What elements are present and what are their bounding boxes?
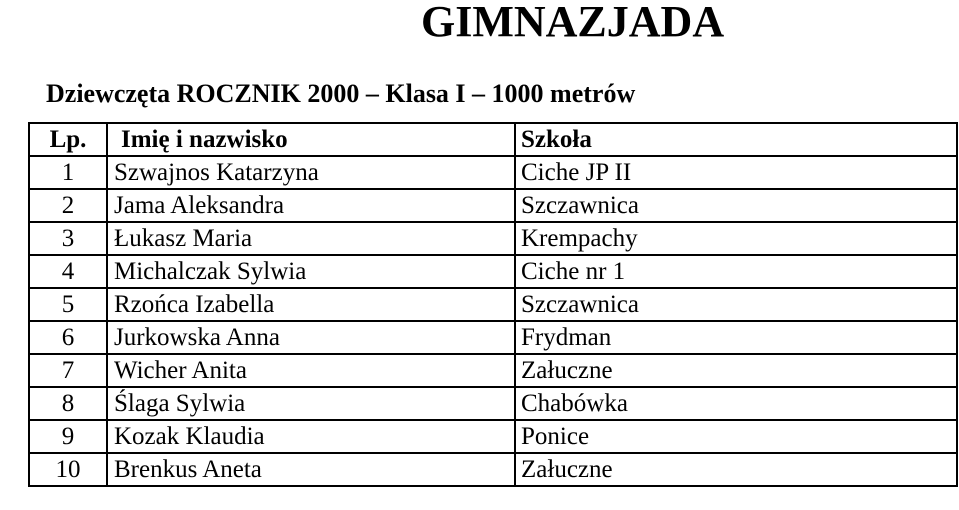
cell-school: Ciche JP II [515,156,957,189]
cell-school: Krempachy [515,222,957,255]
cell-lp: 8 [29,387,107,420]
cell-name: Ślaga Sylwia [107,387,515,420]
cell-lp: 10 [29,453,107,486]
cell-lp: 7 [29,354,107,387]
cell-name: Brenkus Aneta [107,453,515,486]
table-row [29,255,957,288]
table-row [29,420,957,453]
cell-school: Ciche nr 1 [515,255,957,288]
category-subtitle: Dziewczęta ROCZNIK 2000 – Klasa I – 1000 metrów [46,79,636,108]
header-school: Szkoła [515,123,957,156]
table-row [29,222,957,255]
cell-name: Rzońca Izabella [107,288,515,321]
cell-lp: 4 [29,255,107,288]
cell-school: Szczawnica [515,288,957,321]
table-row [29,321,957,354]
cell-school: Załuczne [515,354,957,387]
cell-lp: 1 [29,156,107,189]
table-row [29,387,957,420]
cell-name: Kozak Klaudia [107,420,515,453]
cell-school: Załuczne [515,453,957,486]
cell-name: Łukasz Maria [107,222,515,255]
cell-lp: 5 [29,288,107,321]
table-row [29,156,957,189]
header-name: Imię i nazwisko [107,123,515,156]
cell-school: Ponice [515,420,957,453]
results-table [28,122,958,487]
table-row [29,453,957,486]
cell-lp: 9 [29,420,107,453]
table-row [29,189,957,222]
page-title: GIMNAZJADA [421,0,725,46]
cell-name: Jurkowska Anna [107,321,515,354]
cell-school: Chabówka [515,387,957,420]
cell-school: Frydman [515,321,957,354]
cell-name: Szwajnos Katarzyna [107,156,515,189]
table-header-row [29,123,957,156]
cell-name: Jama Aleksandra [107,189,515,222]
cell-lp: 2 [29,189,107,222]
cell-lp: 3 [29,222,107,255]
header-lp: Lp. [29,123,107,156]
cell-lp: 6 [29,321,107,354]
table-row [29,354,957,387]
table-row [29,288,957,321]
cell-name: Michalczak Sylwia [107,255,515,288]
cell-name: Wicher Anita [107,354,515,387]
cell-school: Szczawnica [515,189,957,222]
